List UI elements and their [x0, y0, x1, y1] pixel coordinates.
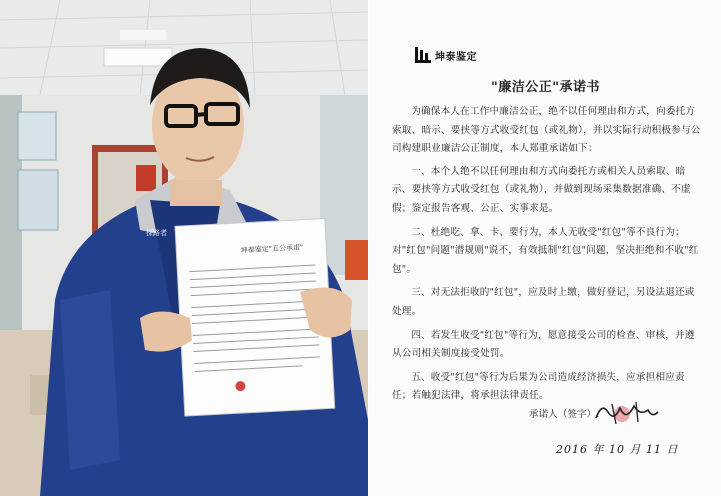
ceiling-light — [104, 48, 172, 66]
wall-map — [18, 170, 58, 230]
jacket-brand-logo: 探路者 — [146, 229, 167, 237]
company-logo-text: 坤泰鉴定 — [435, 51, 477, 63]
handwritten-signature — [592, 398, 662, 428]
neck — [170, 180, 222, 206]
commitment-item: 四、若发生收受"红包"等行为，愿意接受公司的检查、审核，并遵从公司相关制度接受处罚。 — [392, 329, 695, 360]
signer-label: 承诺人（签字）: — [529, 409, 600, 420]
commitment-item: 三、对无法拒收的"红包"，应及时上缴，做好登记，另设法退还或处理。 — [392, 287, 695, 317]
commitment-item: 一、本个人绝不以任何理由和方式向委托方或相关人员索取、暗示、要挟等方式收受红包（或礼物），并做到现场采集数据准确、不虚假；鉴定报告客观、公正、实事求是。 — [392, 165, 691, 214]
company-logo-icon — [414, 46, 432, 64]
commitment-item: 二、杜绝吃、拿、卡、要行为，本人无收受"红包"等不良行为；对"红包"问题"潜规则"说不，有效抵制"红包"问题，坚决拒绝和不收"红包"。 — [392, 226, 699, 275]
orange-object — [345, 240, 368, 280]
red-sign — [136, 165, 156, 191]
commitment-letter-document — [370, 0, 721, 496]
wall-poster — [18, 112, 56, 160]
left-sleeve — [60, 290, 120, 470]
company-logo — [414, 46, 477, 64]
ceiling-light-far — [120, 30, 166, 40]
commitment-item: 五、收受"红包"等行为后果为公司造成经济损失，应承担相应责任；若触犯法律，将承担法律责任。 — [392, 371, 685, 402]
document-title: "廉洁公正"承诺书 — [490, 80, 601, 95]
held-document-title: 坤泰鉴定"五公承诺" — [240, 243, 304, 255]
document-body — [392, 103, 704, 411]
intro-paragraph: 为确保本人在工作中廉洁公正，绝不以任何理由和方式，向委托方索取、暗示、要挟等方式收受红包（或礼物），并以实际行动积极参与公司构建职业廉洁公正制度，本人郑重承诺如下： — [392, 106, 701, 155]
signature-date: 2016 年 10 月 11 日 — [556, 443, 679, 456]
